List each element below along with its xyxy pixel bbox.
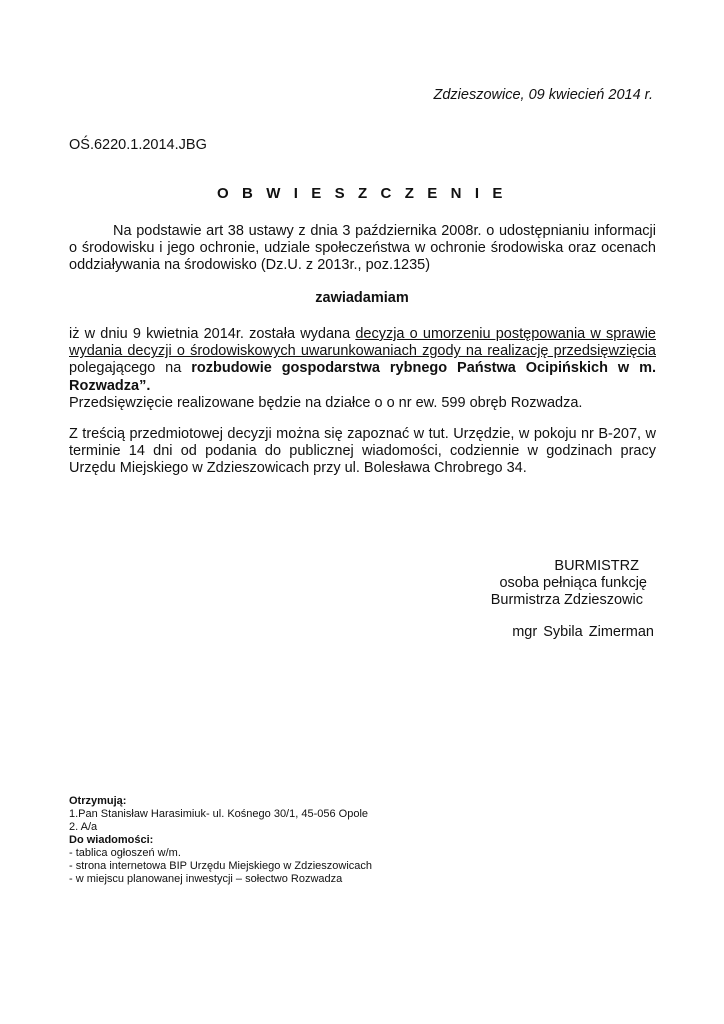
signature-role: osoba pełniąca funkcję bbox=[499, 575, 647, 592]
signature-name: mgr Sybila Zimerman bbox=[512, 623, 654, 640]
document-title: O B W I E S Z C Z E N I E bbox=[216, 185, 507, 202]
decision-intro: iż w dniu 9 kwietnia 2014r. została wydana bbox=[69, 326, 356, 342]
signature-block bbox=[491, 558, 654, 641]
recipients-heading: Otrzymują: bbox=[69, 795, 127, 807]
distribution-list bbox=[69, 795, 372, 886]
recipient-item: 1.Pan Stanisław Harasimiuk- ul. Kośnego 30/1, 45-056 Opole bbox=[69, 808, 369, 820]
access-paragraph: Z treścią przedmiotowej decyzji można się zapoznać w tut. Urzędzie, w pokoju nr B-207, w terminie 14 dni od podania do publicznej wiadomości, codziennie w godzinach pracy Urzędu Miejskiego w Zdzieszowicach przy ul. Bolesława Chrobrego 34. bbox=[69, 426, 656, 477]
for-information-item: - tablica ogłoszeń w/m. bbox=[69, 847, 181, 859]
signature-office: BURMISTRZ bbox=[554, 558, 639, 574]
decision-paragraph bbox=[69, 326, 656, 412]
legal-basis-text: Na podstawie art 38 ustawy z dnia 3 października 2008r. o udostępnianiu informacji o środowisku i jego ochronie, udziale społeczeństwa w ochronie środowiska oraz ocenach oddziaływania na środowisko (Dz.U. z 2013r., poz.1235) bbox=[69, 223, 656, 274]
legal-basis-paragraph bbox=[69, 223, 656, 275]
recipient-item: 2. A/a bbox=[69, 821, 98, 833]
decision-subject: decyzja o umorzeniu postępowania w sprawie wydania decyzji o środowiskowych uwarunkowaniach zgody na realizację przedsięwzięcia bbox=[69, 326, 656, 360]
project-location: Przedsięwzięcie realizowane będzie na działce o o nr ew. 599 obręb Rozwadza. bbox=[69, 394, 583, 411]
decision-middle: polegającego na bbox=[69, 360, 192, 377]
date-line: Zdzieszowice, 09 kwiecień 2014 r. bbox=[433, 87, 653, 103]
for-information-item: - strona internetowa BIP Urzędu Miejskiego w Zdzieszowicach bbox=[69, 860, 373, 872]
announce-heading: zawiadamiam bbox=[315, 290, 409, 306]
project-name: rozbudowie gospodarstwa rybnego Państwa Ocipińskich w m. Rozwadza”. bbox=[69, 360, 656, 394]
for-information-item: - w miejscu planowanej inwestycji – sołectwo Rozwadza bbox=[69, 873, 343, 885]
reference-number: OŚ.6220.1.2014.JBG bbox=[69, 137, 207, 153]
signature-role-of: Burmistrza Zdzieszowic bbox=[490, 592, 643, 609]
for-information-heading: Do wiadomości: bbox=[69, 834, 154, 846]
